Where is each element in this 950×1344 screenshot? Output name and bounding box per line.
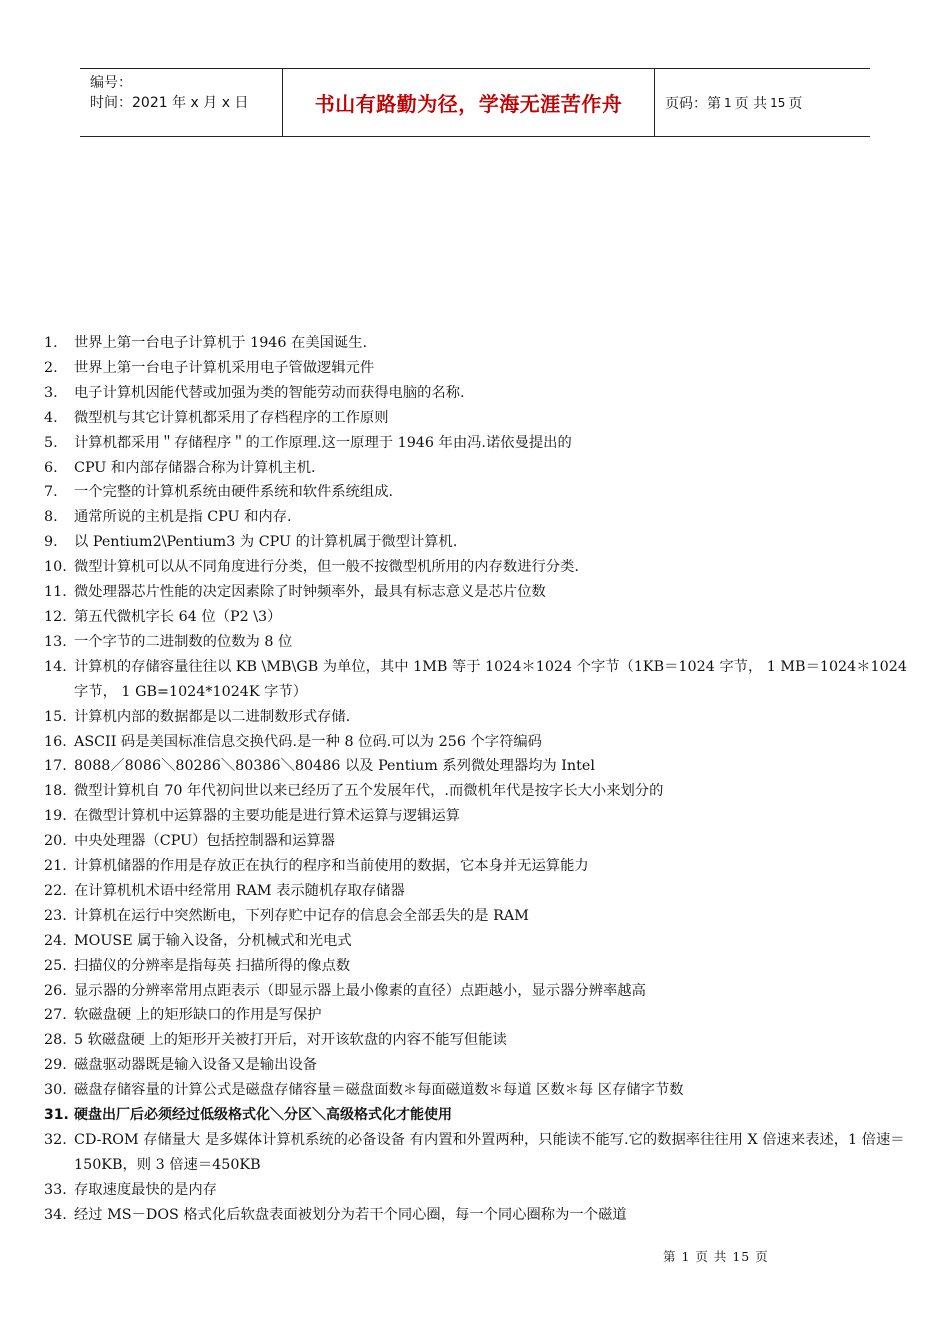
list-item-text: 显示器的分辨率常用点距表示（即显示器上最小像素的直径）点距越小，显示器分辨率越高 bbox=[74, 982, 646, 999]
list-item-number: 1. bbox=[44, 335, 58, 351]
list-item-number: 10. bbox=[44, 559, 67, 576]
list-item-text: 硬盘出厂后必须经过低级格式化＼分区＼高级格式化才能使用 bbox=[74, 1107, 452, 1124]
list-item bbox=[44, 406, 908, 431]
list-item-text: 通常所说的主机是指 CPU 和内存. bbox=[74, 509, 292, 526]
list-item-number: 20. bbox=[44, 833, 67, 850]
list-item-text: 以 Pentium2\Pentium3 为 CPU 的计算机属于微型计算机. bbox=[74, 534, 458, 551]
list-item-number: 4. bbox=[44, 409, 58, 426]
page-header bbox=[80, 68, 870, 137]
list-item-number: 3. bbox=[44, 384, 58, 401]
list-item-text: 第五代微机字长 64 位（P2 \3） bbox=[74, 608, 282, 625]
list-item-number: 7. bbox=[44, 484, 58, 501]
list-item bbox=[44, 754, 908, 779]
list-item-number: 24. bbox=[44, 932, 67, 949]
list-item-number: 32. bbox=[44, 1132, 67, 1148]
list-item-number: 16. bbox=[44, 733, 67, 750]
knowledge-point-list bbox=[44, 331, 908, 1228]
list-item bbox=[44, 904, 908, 929]
list-item-number: 17. bbox=[44, 758, 67, 775]
list-item bbox=[44, 1053, 908, 1078]
list-item-number: 6. bbox=[44, 459, 58, 476]
list-item-number: 2. bbox=[44, 359, 58, 376]
list-item bbox=[44, 530, 908, 555]
list-item-text: 扫描仪的分辨率是指每英 扫描所得的像点数 bbox=[74, 957, 351, 974]
list-item bbox=[44, 954, 908, 979]
list-item bbox=[44, 605, 908, 630]
list-item bbox=[44, 1128, 908, 1178]
list-item bbox=[44, 431, 908, 456]
list-item bbox=[44, 480, 908, 505]
list-item-text: 在计算机机术语中经常用 RAM 表示随机存取存储器 bbox=[74, 882, 405, 899]
list-item-number: 14. bbox=[44, 658, 67, 675]
list-item-number: 8. bbox=[44, 509, 58, 526]
list-item-text: MOUSE 属于输入设备，分机械式和光电式 bbox=[74, 932, 352, 949]
list-item-number: 23. bbox=[44, 907, 67, 924]
list-item-text: 经过 MS－DOS 格式化后软盘表面被划分为若干个同心圈，每一个同心圈称为一个磁道 bbox=[74, 1206, 627, 1223]
list-item-number: 29. bbox=[44, 1057, 67, 1074]
page-info-suffix: 页 bbox=[788, 95, 803, 112]
list-item-number: 15. bbox=[44, 708, 67, 725]
list-item-text: 微处理器芯片性能的决定因素除了时钟频率外，最具有标志意义是芯片位数 bbox=[74, 584, 546, 601]
list-item bbox=[44, 1103, 908, 1128]
list-item bbox=[44, 630, 908, 655]
list-item bbox=[44, 854, 908, 879]
list-item-text: ASCII 码是美国标准信息交换代码.是一种 8 位码.可以为 256 个字符编码 bbox=[74, 733, 542, 750]
page-current: 1 bbox=[724, 95, 732, 110]
list-item-number: 13. bbox=[44, 633, 67, 650]
list-item-number: 22. bbox=[44, 882, 67, 899]
list-item-number: 11. bbox=[44, 584, 67, 601]
list-item-text: 微型计算机可以从不同角度进行分类，但一般不按微型机所用的内存数进行分类. bbox=[74, 559, 579, 576]
list-item-number: 21. bbox=[44, 858, 67, 875]
header-motto: 书山有路勤为径，学海无涯苦作舟 bbox=[282, 69, 655, 136]
list-item bbox=[44, 1203, 908, 1228]
list-item-number: 25. bbox=[44, 957, 67, 974]
list-item-number: 5. bbox=[44, 434, 58, 451]
list-item-text: 世界上第一台电子计算机采用电子管做逻辑元件 bbox=[74, 359, 375, 376]
page-info-prefix: 页码：第 bbox=[665, 95, 721, 112]
list-item bbox=[44, 730, 908, 755]
list-item-text: CD-ROM 存储量大 是多媒体计算机系统的必备设备 有内置和外置两种，只能读不能写.它的数据率往往用 X 倍速来表述，1 倍速＝150KB，则 3 倍速＝450KB bbox=[74, 1132, 905, 1173]
list-item bbox=[44, 555, 908, 580]
list-item-text: CPU 和内部存储器合称为计算机主机. bbox=[74, 459, 316, 476]
list-item bbox=[44, 381, 908, 406]
list-item bbox=[44, 505, 908, 530]
document-date: 时间：2021 年 x 月 x 日 bbox=[90, 95, 249, 111]
list-item-number: 33. bbox=[44, 1181, 67, 1198]
page-total: 15 bbox=[770, 95, 786, 110]
page-info-mid: 页 共 bbox=[734, 95, 768, 112]
list-item-text: 一个完整的计算机系统由硬件系统和软件系统组成. bbox=[74, 484, 394, 501]
document-number-label: 编号： bbox=[90, 75, 132, 91]
list-item-text: 软磁盘硬 上的矩形缺口的作用是写保护 bbox=[74, 1007, 322, 1024]
list-item-text: 磁盘驱动器既是输入设备又是输出设备 bbox=[74, 1057, 318, 1074]
page-footer: 第 1 页 共 15 页 bbox=[663, 1249, 769, 1264]
list-item bbox=[44, 580, 908, 605]
list-item-text: 存取速度最快的是内存 bbox=[74, 1181, 217, 1198]
list-item bbox=[44, 979, 908, 1004]
list-item bbox=[44, 879, 908, 904]
list-item bbox=[44, 929, 908, 954]
list-item-number: 31. bbox=[44, 1107, 69, 1124]
list-item bbox=[44, 1078, 908, 1103]
list-item bbox=[44, 655, 908, 705]
list-item-text: 微型机与其它计算机都采用了存档程序的工作原则 bbox=[74, 409, 389, 426]
list-item-text: 计算机内部的数据都是以二进制数形式存储. bbox=[74, 708, 351, 725]
list-item bbox=[44, 1003, 908, 1028]
list-item-text: 计算机的存储容量往往以 KB \MB\GB 为单位，其中 1MB 等于 1024＊1024 个字节（1KB＝1024 字节， 1 MB＝1024＊1024 字节， 1 GB=1024*1024K 字节） bbox=[74, 658, 907, 700]
list-item bbox=[44, 456, 908, 481]
header-meta bbox=[80, 69, 282, 136]
list-item bbox=[44, 356, 908, 381]
list-item-number: 27. bbox=[44, 1007, 67, 1024]
list-item bbox=[44, 829, 908, 854]
list-item-number: 9. bbox=[44, 534, 58, 551]
list-item-text: 计算机储器的作用是存放正在执行的程序和当前使用的数据，它本身并无运算能力 bbox=[74, 858, 589, 875]
list-item bbox=[44, 1028, 908, 1053]
list-item-text: 计算机在运行中突然断电，下列存贮中记存的信息会全部丢失的是 RAM bbox=[74, 907, 529, 924]
list-item bbox=[44, 331, 908, 356]
list-item bbox=[44, 779, 908, 804]
list-item-number: 26. bbox=[44, 982, 67, 999]
list-item-text: 8088／8086＼80286＼80386＼80486 以及 Pentium 系列微处理器均为 Intel bbox=[74, 758, 595, 775]
list-item-number: 18. bbox=[44, 783, 67, 800]
list-item-number: 19. bbox=[44, 808, 67, 825]
list-item-text: 5 软磁盘硬 上的矩形开关被打开后，对开该软盘的内容不能写但能读 bbox=[74, 1032, 507, 1049]
list-item-text: 世界上第一台电子计算机于 1946 在美国诞生. bbox=[74, 335, 368, 351]
list-item-text: 微型计算机自 70 年代初问世以来已经历了五个发展年代，.而微机年代是按字长大小来划分的 bbox=[74, 783, 664, 800]
list-item-number: 28. bbox=[44, 1032, 67, 1049]
list-item-text: 中央处理器（CPU）包括控制器和运算器 bbox=[74, 833, 336, 850]
header-page-info bbox=[655, 69, 870, 136]
list-item-text: 磁盘存储容量的计算公式是磁盘存储容量＝磁盘面数＊每面磁道数＊每道 区数＊每 区存储字节数 bbox=[74, 1082, 684, 1099]
list-item-number: 30. bbox=[44, 1082, 67, 1099]
list-item-text: 一个字节的二进制数的位数为 8 位 bbox=[74, 633, 293, 650]
list-item-text: 在微型计算机中运算器的主要功能是进行算术运算与逻辑运算 bbox=[74, 808, 461, 825]
list-item bbox=[44, 705, 908, 730]
list-item bbox=[44, 804, 908, 829]
list-item-number: 34. bbox=[44, 1206, 67, 1223]
list-item-text: 电子计算机因能代替或加强为类的智能劳动而获得电脑的名称. bbox=[74, 384, 465, 401]
list-item bbox=[44, 1178, 908, 1203]
list-item-number: 12. bbox=[44, 608, 67, 625]
list-item-text: 计算机都采用＂存储程序＂的工作原理.这一原理于 1946 年由冯.诺依曼提出的 bbox=[74, 434, 572, 451]
